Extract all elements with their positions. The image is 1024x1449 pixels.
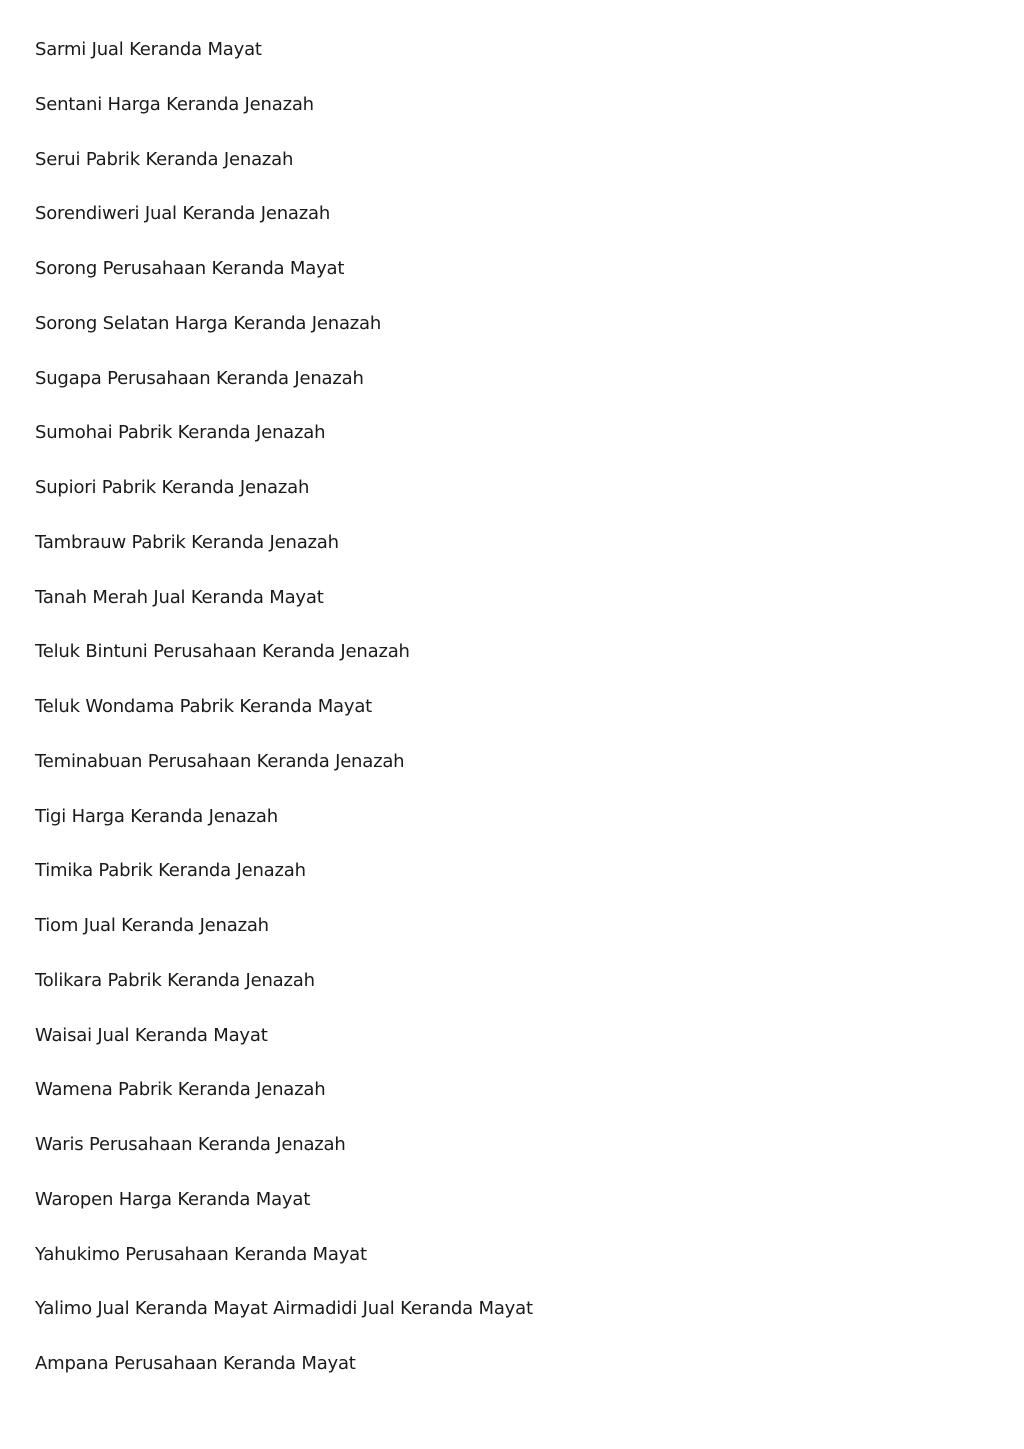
list-item: Waris Perusahaan Keranda Jenazah bbox=[35, 1134, 346, 1155]
list-item: Ampana Perusahaan Keranda Mayat bbox=[35, 1353, 356, 1374]
list-item: Tigi Harga Keranda Jenazah bbox=[35, 805, 278, 827]
list-item: Teluk Bintuni Perusahaan Keranda Jenazah bbox=[35, 641, 410, 663]
list-item: Sorong Perusahaan Keranda Mayat bbox=[35, 258, 345, 279]
list-item: Tambrauw Pabrik Keranda Jenazah bbox=[35, 531, 339, 553]
list-item: Supiori Pabrik Keranda Jenazah bbox=[35, 477, 310, 498]
list-item: Waropen Harga Keranda Mayat bbox=[35, 1188, 311, 1210]
list-item: Sorendiweri Jual Keranda Jenazah bbox=[35, 203, 331, 225]
list-item: Teminabuan Perusahaan Keranda Jenazah bbox=[35, 750, 405, 772]
list-item: Sorong Selatan Harga Keranda Jenazah bbox=[35, 312, 382, 334]
list-item: Waisai Jual Keranda Mayat bbox=[35, 1024, 268, 1046]
list-item: Sentani Harga Keranda Jenazah bbox=[35, 93, 314, 115]
list-item: Serui Pabrik Keranda Jenazah bbox=[35, 148, 294, 170]
list-item: Tiom Jual Keranda Jenazah bbox=[35, 915, 269, 936]
list-item: Wamena Pabrik Keranda Jenazah bbox=[35, 1079, 326, 1101]
list-item: Sumohai Pabrik Keranda Jenazah bbox=[35, 422, 326, 444]
list-item: Yahukimo Perusahaan Keranda Mayat bbox=[35, 1243, 367, 1265]
location-list bbox=[35, 36, 533, 1405]
list-item: Yalimo Jual Keranda Mayat Airmadidi Jual Keranda Mayat bbox=[35, 1298, 533, 1320]
list-item: Sugapa Perusahaan Keranda Jenazah bbox=[35, 367, 364, 389]
list-item: Timika Pabrik Keranda Jenazah bbox=[35, 860, 306, 882]
list-item: Teluk Wondama Pabrik Keranda Mayat bbox=[35, 696, 373, 717]
list-item: Tanah Merah Jual Keranda Mayat bbox=[35, 586, 324, 608]
list-item: Tolikara Pabrik Keranda Jenazah bbox=[35, 969, 315, 991]
list-item: Sarmi Jual Keranda Mayat bbox=[35, 39, 262, 60]
